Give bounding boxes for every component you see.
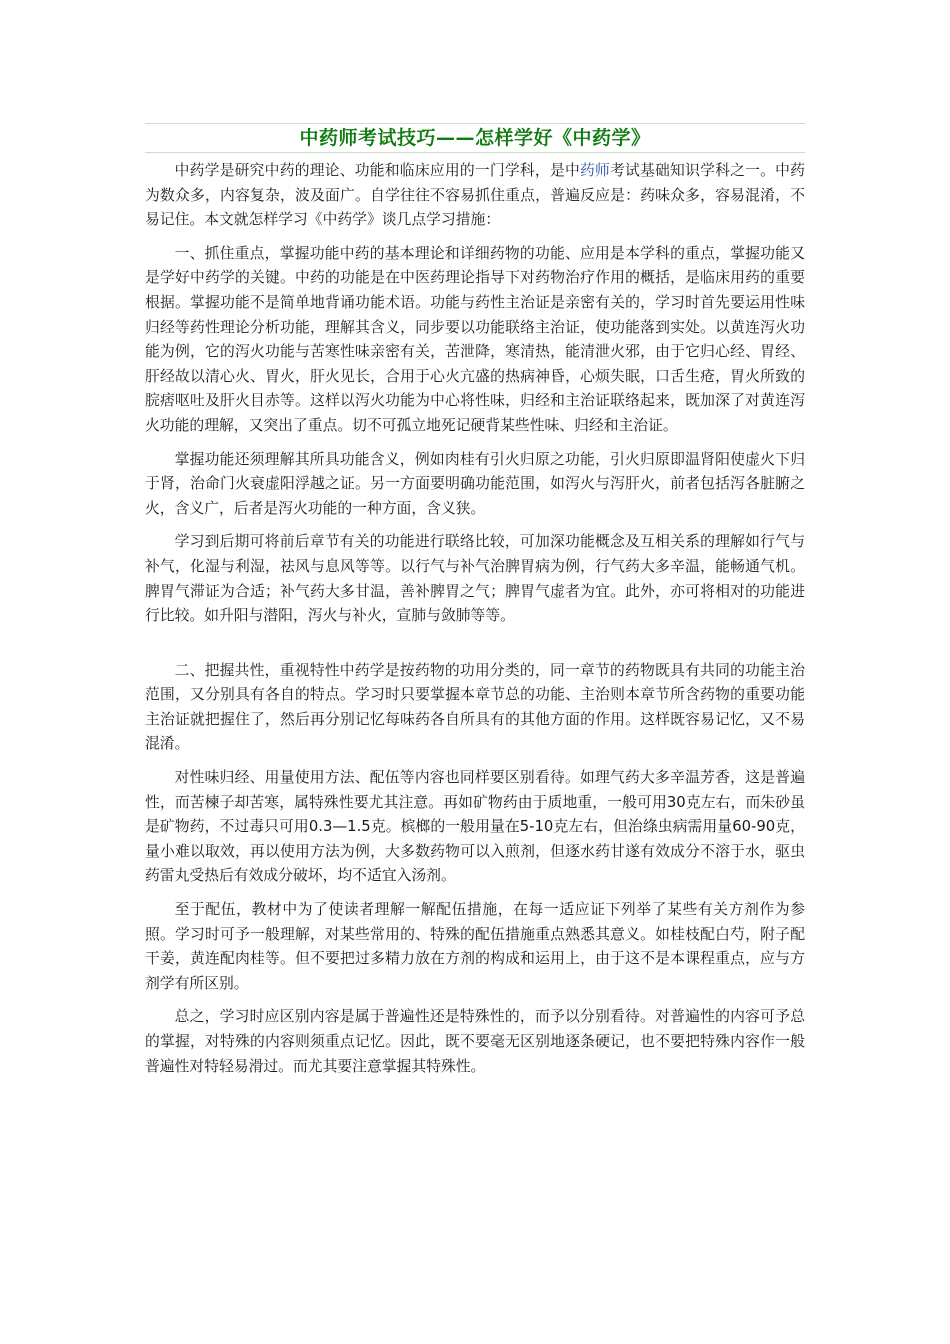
dosage-number-3: 5-10 xyxy=(519,818,554,836)
paragraph-commonality: 二、把握共性，重视特性中药学是按药物的功用分类的，同一章节的药物既具有共同的功能主治范围，又分别具有各自的特点。学习时只要掌握本章节总的功能、主治则本章节所含药物的重要功能主治证就把握住了，然后再分别记忆每味药各自所具有的其他方面的作用。这样既容易记忆，又不易混淆。 xyxy=(145,661,805,753)
paragraph-key-points: 一、抓住重点，掌握功能中药的基本理论和详细药物的功能、应用是本学科的重点，掌握功能又是学好中药学的关键。中药的功能是在中医药理论指导下对药物治疗作用的概括，是临床用药的重要根据。掌握功能不是简单地背诵功能术语。功能与药性主治证是亲密有关的，学习时首先要运用性味归经等药性理论分析功能，理解其含义，同步要以功能联络主治证，使功能落到实处。以黄连泻火功能为例，它的泻火功能与苦寒性味亲密有关，苦泄降，寒清热，能清泄火邪，由于它归心经、胃经、肝经故以清心火、胃火，肝火见长，合用于心火亢盛的热病神昏，心烦失眠，口舌生疮，胃火所致的脘痞呕吐及肝火目赤等。这样以泻火功能为中心将性味，归经和主治证联络起来，既加深了对黄连泻火功能的理解，又突出了重点。切不可孤立地死记硬背某些性味、归经和主治证。 xyxy=(145,244,805,434)
paragraph-function-meaning: 掌握功能还须理解其所具功能含义，例如肉桂有引火归原之功能，引火归原即温肾阳使虚火下归于肾，治命门火衰虚阳浮越之证。另一方面要明确功能范围，如泻火与泻肝火，前者包括泻各脏腑之火，含义广，后者是泻火功能的一种方面，含义狭。 xyxy=(145,450,805,517)
paragraph-function-comparison: 学习到后期可将前后章节有关的功能进行联络比较，可加深功能概念及互相关系的理解如行气与补气，化湿与利湿，祛风与息风等等。以行气与补气治脾胃病为例，行气药大多辛温，能畅通气机。脾胃气滞证为合适；补气药大多甘温，善补脾胃之气；脾胃气虚者为宜。此外，亦可将相对的功能进行比较。如升阳与潜阳，泻火与补火，宣肺与敛肺等等。 xyxy=(145,533,805,625)
dosage-text-4: 克左右，但治绦虫病需用量 xyxy=(553,818,733,836)
dosage-text-5: 克，量小难以取效，再以使用方法为例，大多数药物可以入煎剂，但逐水药甘遂有效成分不溶于水，驱虫药雷丸受热后有效成分破坏，均不适宜入汤剂。 xyxy=(145,818,805,885)
page-title: 中药师考试技巧——怎样学好《中药学》 xyxy=(299,127,651,149)
dosage-text-2: 克左右，而朱砂虽是矿物药，不过毒只可用 xyxy=(145,793,805,836)
dosage-number-2: 0.3—1.5 xyxy=(308,818,371,836)
paragraph-summary: 总之，学习时应区别内容是属于普遍性还是特殊性的，而予以分别看待。对普遍性的内容可予总的掌握，对特殊的内容则须重点记忆。因此，既不要毫无区别地逐条硬记，也不要把特殊内容作一般普遍性对特轻易滑过。而尤其要注意掌握其特殊性。 xyxy=(145,1008,805,1075)
paragraph-compatibility: 至于配伍，教材中为了使读者理解一解配伍措施，在每一适应证下列举了某些有关方剂作为参照。学习时可予一般理解，对某些常用的、特殊的配伍措施重点熟悉其意义。如桂枝配白芍，附子配干姜，黄连配肉桂等。但不要把过多精力放在方剂的构成和运用上，由于这不是本课程重点，应与方剂学有所区别。 xyxy=(145,901,805,992)
intro-text-end: 考试基础知识学科之一。中药为数众多，内容复杂，波及面广。自学往往不容易抓住重点，普遍反应是：药味众多，容易混淆，不易记住。本文就怎样学习《中药学》谈几点学习措施： xyxy=(145,162,805,229)
title-bar xyxy=(145,123,805,153)
dosage-number-1: 30 xyxy=(666,793,686,811)
article-body xyxy=(145,159,805,1088)
intro-paragraph xyxy=(145,159,805,233)
keyword-link[interactable]: 药师 xyxy=(579,162,610,179)
paragraph-dosage xyxy=(145,766,805,889)
dosage-text-3: 克。槟榔的一般用量在 xyxy=(370,818,520,836)
dosage-text-1: 对性味归经、用量使用方法、配伍等内容也同样要区别看待。如理气药大多辛温芳香，这是普遍性，而苦楝子却苦寒，属特殊性要尤其注意。再如矿物药由于质地重，一般可用 xyxy=(145,769,805,811)
dosage-number-4: 60-90 xyxy=(732,818,776,836)
intro-text-start: 中药学是研究中药的理论、功能和临床应用的一门学科，是中 xyxy=(174,162,580,179)
